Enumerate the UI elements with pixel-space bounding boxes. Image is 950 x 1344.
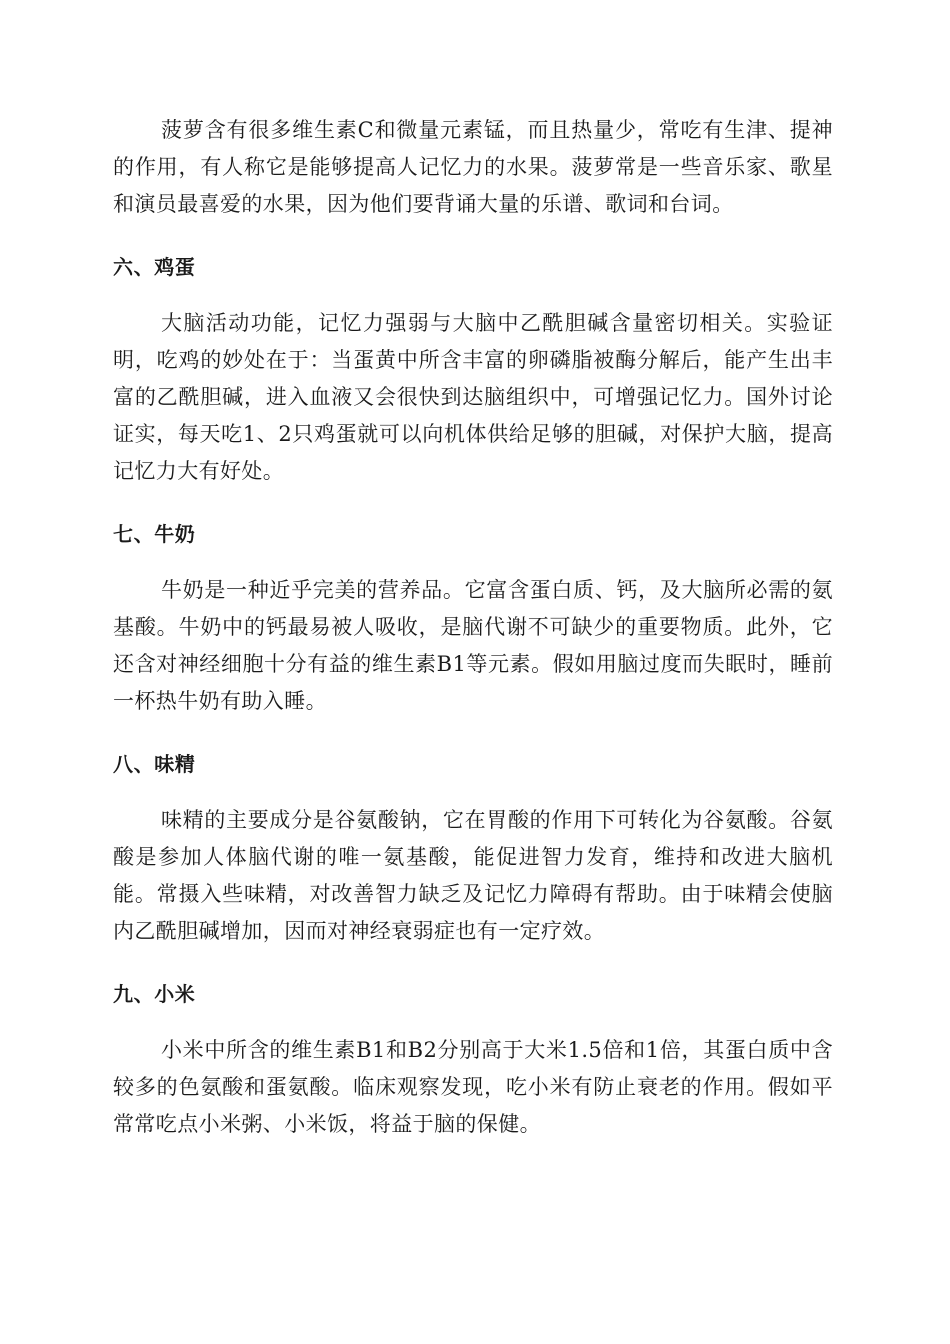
section-paragraph: 小米中所含的维生素B1和B2分别高于大米1.5倍和1倍，其蛋白质中含较多的色氨酸和蛋氨酸。临床观察发现，吃小米有防止衰老的作用。假如平常常吃点小米粥、小米饭，将益于脑的保健。 [113,1038,833,1136]
spacer [113,223,833,253]
section-milk [113,520,833,720]
section-paragraph: 牛奶是一种近乎完美的营养品。它富含蛋白质、钙，及大脑所必需的氨基酸。牛奶中的钙最易被人吸收，是脑代谢不可缺少的重要物质。此外，它还含对神经细胞十分有益的维生素B1等元素。假如用脑过度而失眠时，睡前一杯热牛奶有助入睡。 [113,578,833,713]
spacer [113,950,833,980]
intro-paragraph: 菠萝含有很多维生素C和微量元素锰，而且热量少，常吃有生津、提神的作用，有人称它是能够提高人记忆力的水果。菠萝常是一些音乐家、歌星和演员最喜爱的水果，因为他们要背诵大量的乐谱、歌词和台词。 [113,118,833,216]
spacer [113,778,833,802]
section-heading: 六、鸡蛋 [113,255,196,279]
section-paragraph: 味精的主要成分是谷氨酸钠，它在胃酸的作用下可转化为谷氨酸。谷氨酸是参加人体脑代谢的唯一氨基酸，能促进智力发育，维持和改进大脑机能。常摄入些味精，对改善智力缺乏及记忆力障碍有帮助。由于味精会使脑内乙酰胆碱增加，因而对神经衰弱症也有一定疗效。 [113,808,833,943]
spacer [113,548,833,572]
spacer [113,490,833,520]
section-millet [113,980,833,1143]
spacer [113,281,833,305]
section-paragraph: 大脑活动功能，记忆力强弱与大脑中乙酰胆碱含量密切相关。实验证明，吃鸡的妙处在于：当蛋黄中所含丰富的卵磷脂被酶分解后，能产生出丰富的乙酰胆碱，进入血液又会很快到达脑组织中，可增强记忆力。国外讨论证实，每天吃1、2只鸡蛋就可以向机体供给足够的胆碱，对保护大脑，提高记忆力大有好处。 [113,311,833,483]
section-heading: 七、牛奶 [113,522,196,546]
document-body [113,112,833,1143]
spacer [113,720,833,750]
spacer [113,1008,833,1032]
section-heading: 九、小米 [113,982,196,1006]
section-msg [113,750,833,950]
section-egg [113,253,833,490]
section-heading: 八、味精 [113,752,196,776]
